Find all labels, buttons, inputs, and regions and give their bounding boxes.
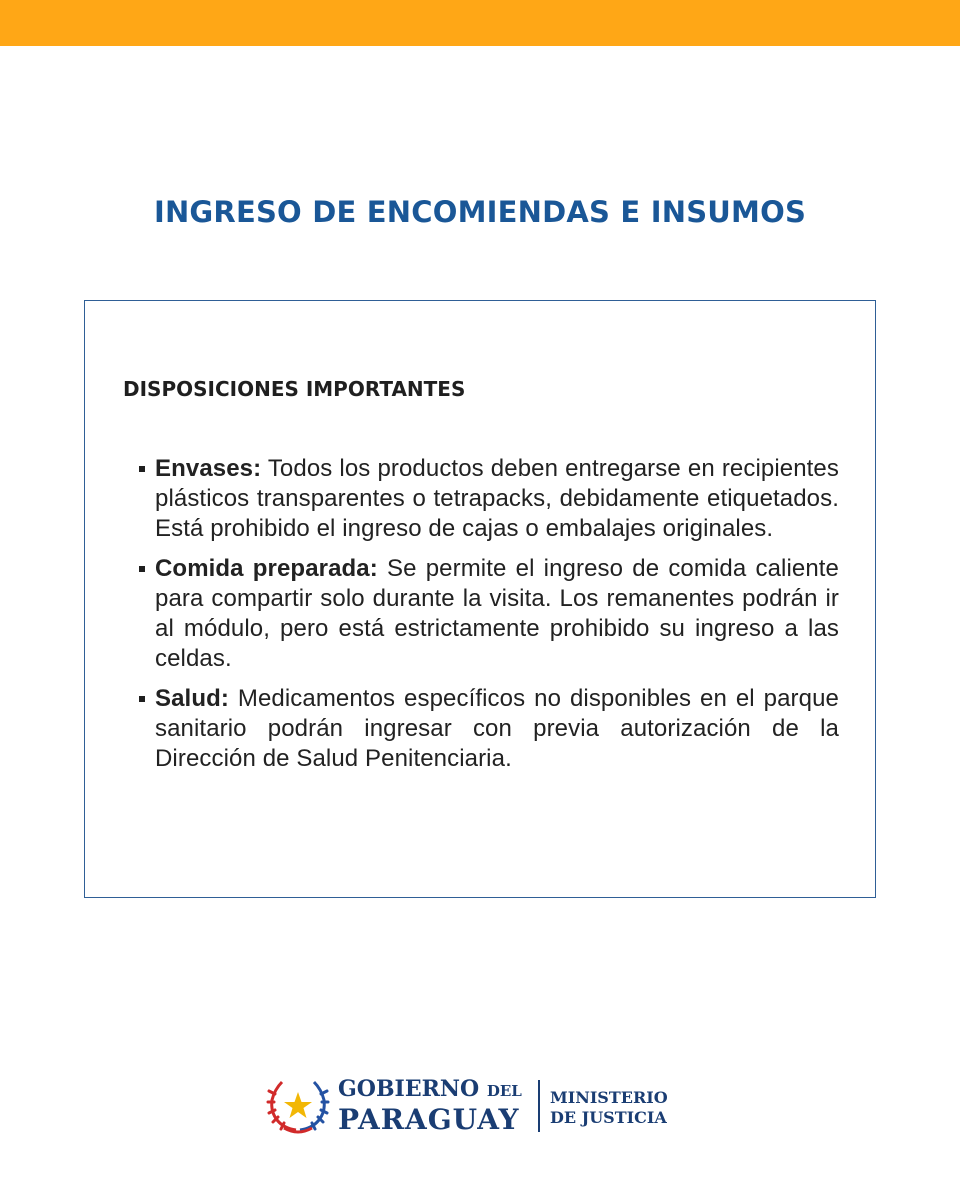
rule-salud [137, 684, 839, 774]
government-name [338, 1076, 522, 1136]
rule-label: Salud: [155, 685, 229, 712]
gov-line1: GOBIERNO [338, 1076, 480, 1102]
rule-body: Se permite el ingreso de comida caliente para compartir solo durante la visita. Los remanentes podrán ir al módulo, pero está estrictamente prohibido su ingreso a las celdas. [155, 555, 839, 672]
ministry-line2: DE JUSTICIA [550, 1108, 667, 1127]
dispositions-card [84, 300, 876, 898]
rule-body: Todos los productos deben entregarse en recipientes plásticos transparentes o tetrapacks, debidamente etiquetados. Está prohibido el ingreso de cajas o embalajes originales. [155, 455, 839, 542]
top-accent-bar [0, 0, 960, 46]
rule-comida-preparada [137, 554, 839, 674]
rules-list [137, 454, 839, 784]
logo-divider [538, 1080, 540, 1132]
square-bullet-icon [139, 696, 145, 702]
gov-line2: PARAGUAY [338, 1103, 520, 1136]
national-seal-icon [266, 1074, 330, 1138]
ministry-line1: MINISTERIO [550, 1088, 668, 1107]
rule-label: Comida preparada: [155, 555, 378, 582]
rule-label: Envases: [155, 455, 262, 482]
rule-envases [137, 454, 839, 544]
page-title: INGRESO DE ENCOMIENDAS E INSUMOS [153, 195, 807, 229]
rule-text [155, 554, 839, 674]
square-bullet-icon [139, 466, 145, 472]
footer-logo [266, 1074, 696, 1138]
gov-line1-small: DEL [486, 1082, 522, 1100]
section-heading: DISPOSICIONES IMPORTANTES [123, 377, 466, 401]
square-bullet-icon [139, 566, 145, 572]
rule-text [155, 454, 839, 544]
ministry-name [550, 1088, 668, 1128]
rule-text [155, 684, 839, 774]
rule-body: Medicamentos específicos no disponibles en el parque sanitario podrán ingresar con previa autorización de la Dirección de Salud Penitenciaria. [155, 685, 839, 772]
